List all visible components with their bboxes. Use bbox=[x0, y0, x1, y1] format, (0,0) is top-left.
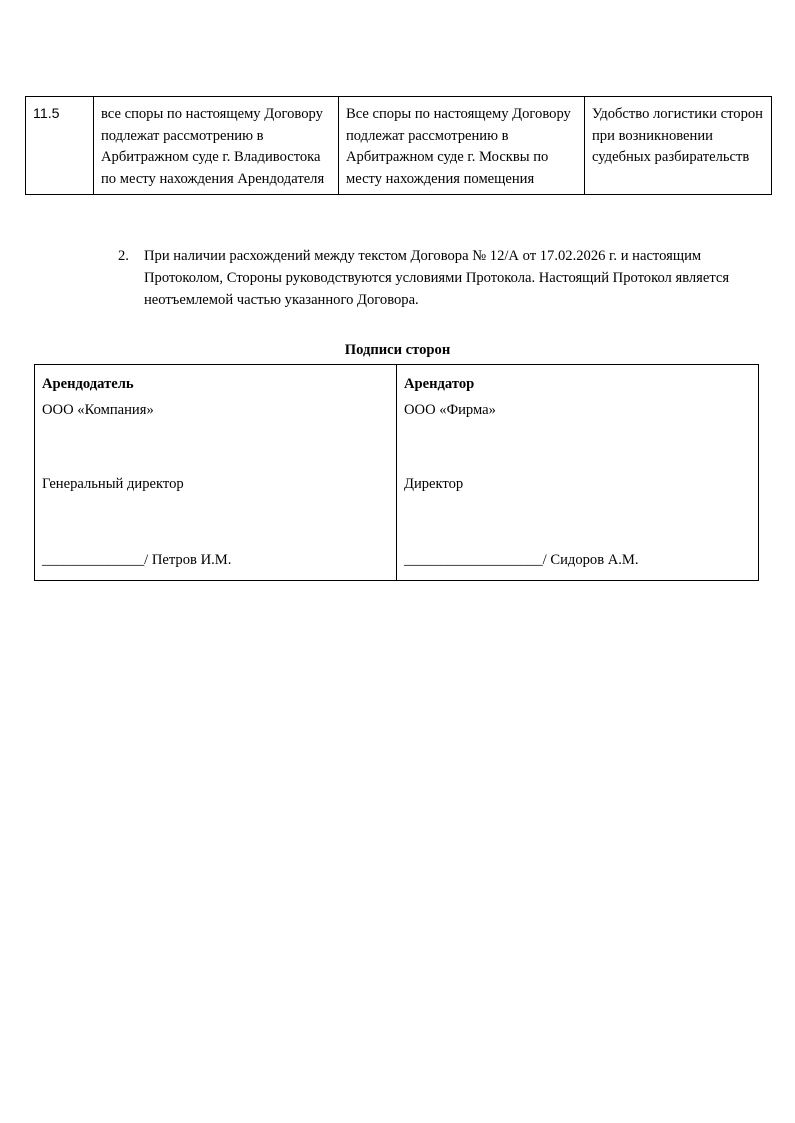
landlord-signature-cell bbox=[35, 365, 397, 581]
landlord-organization: ООО «Компания» bbox=[42, 402, 154, 418]
numbered-clause bbox=[118, 245, 738, 312]
landlord-position: Генеральный директор bbox=[42, 476, 184, 492]
landlord-role: Арендодатель bbox=[42, 376, 134, 392]
clause-number-cell: 11.5 bbox=[26, 97, 94, 195]
justification-cell: Удобство логистики сторон при возникновении судебных разбирательств bbox=[585, 97, 772, 195]
disagreement-table bbox=[25, 96, 772, 195]
table-row bbox=[26, 97, 772, 195]
tenant-organization: ООО «Фирма» bbox=[404, 402, 496, 418]
signatures-table bbox=[34, 364, 759, 581]
proposed-wording-cell: Все споры по настоящему Договору подлежат рассмотрению в Арбитражном суде г. Москвы по месту нахождения помещения bbox=[339, 97, 585, 195]
signatures-row bbox=[35, 365, 759, 581]
tenant-role: Арендатор bbox=[404, 376, 475, 392]
tenant-signature-line: ___________________/ Сидоров А.М. bbox=[404, 552, 639, 568]
tenant-position: Директор bbox=[404, 476, 464, 492]
signatures-heading: Подписи сторон bbox=[344, 342, 451, 358]
original-wording-cell: все споры по настоящему Договору подлежат рассмотрению в Арбитражном суде г. Владивостока по месту нахождения Арендодателя bbox=[94, 97, 339, 195]
tenant-signature-cell bbox=[397, 365, 759, 581]
clause-marker: 2. bbox=[118, 248, 129, 264]
clause-text: При наличии расхождений между текстом Договора № 12/А от 17.02.2026 г. и настоящим Протоколом, Стороны руководствуются условиями Протокола. Настоящий Протокол является неотъемлемой частью указанного Договора. bbox=[144, 248, 730, 309]
landlord-signature-line: ______________/ Петров И.М. bbox=[42, 552, 232, 568]
